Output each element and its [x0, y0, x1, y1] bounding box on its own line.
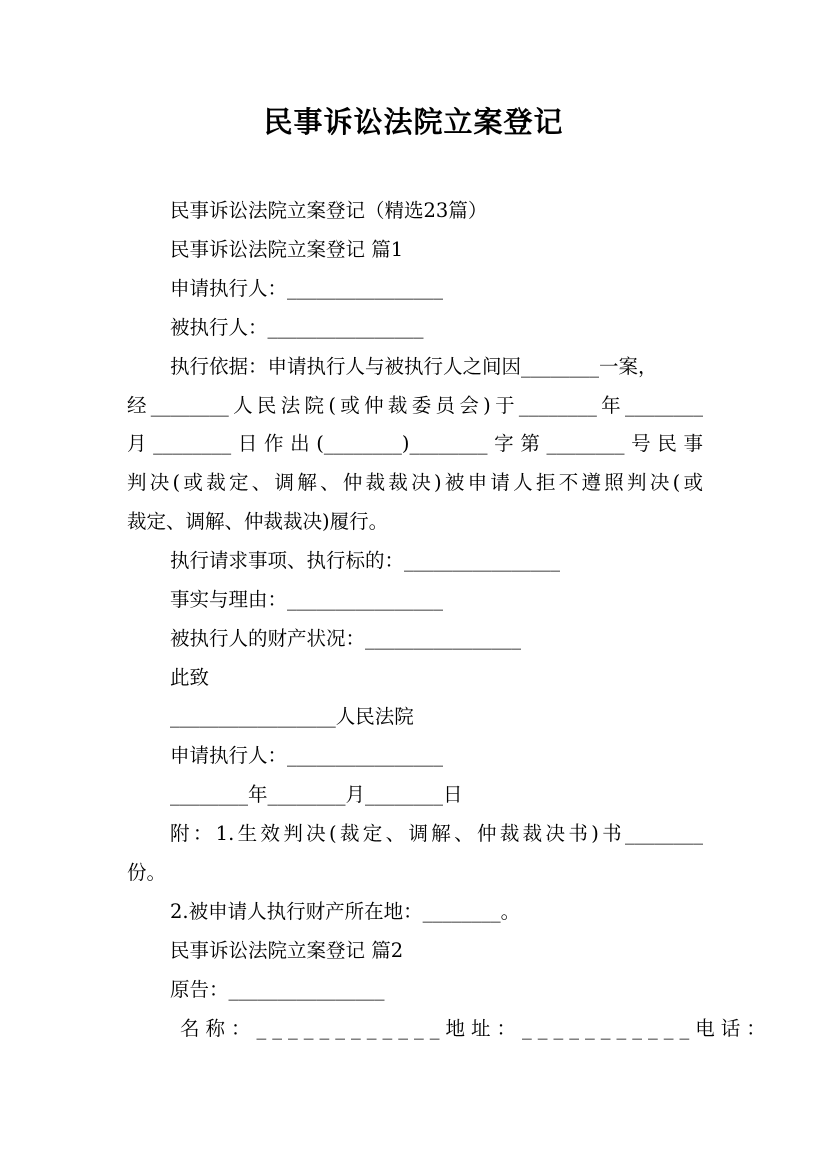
doc-line: 经________人民法院(或仲裁委员会)于________年________ [127, 394, 703, 417]
doc-line: 事实与理由：________________ [170, 588, 444, 611]
doc-line: 2.被申请人执行财产所在地：________。 [170, 900, 521, 923]
doc-line: _________________人民法院 [170, 705, 414, 728]
doc-line: 执行依据：申请执行人与被执行人之间因________一案， [170, 355, 658, 378]
document-title: 民事诉讼法院立案登记 [263, 105, 564, 139]
doc-line: 被执行人：________________ [170, 316, 424, 339]
doc-line: 名称：____________地址：___________电话： [180, 1017, 772, 1040]
doc-line: 此致 [170, 666, 210, 689]
doc-line: 月________日作出(________)________字第________号民事 [127, 432, 703, 455]
doc-line: 被执行人的财产状况：________________ [170, 627, 522, 650]
doc-line: 民事诉讼法院立案登记 篇2 [170, 939, 404, 962]
doc-line: 附：1.生效判决(裁定、调解、仲裁裁决书)书________ [170, 822, 703, 845]
doc-line: 份。 [127, 861, 167, 884]
doc-line: 申请执行人：________________ [170, 744, 444, 767]
doc-line: 民事诉讼法院立案登记 篇1 [170, 238, 404, 261]
doc-line: 申请执行人：________________ [170, 277, 444, 300]
doc-line: 原告：________________ [170, 978, 385, 1001]
doc-line: ________年________月________日 [170, 783, 463, 806]
doc-line: 民事诉讼法院立案登记（精选23篇） [170, 199, 488, 222]
doc-line: 判决(或裁定、调解、仲裁裁决)被申请人拒不遵照判决(或 [127, 471, 703, 494]
doc-line: 执行请求事项、执行标的：________________ [170, 549, 561, 572]
doc-line: 裁定、调解、仲裁裁决)履行。 [127, 510, 389, 533]
